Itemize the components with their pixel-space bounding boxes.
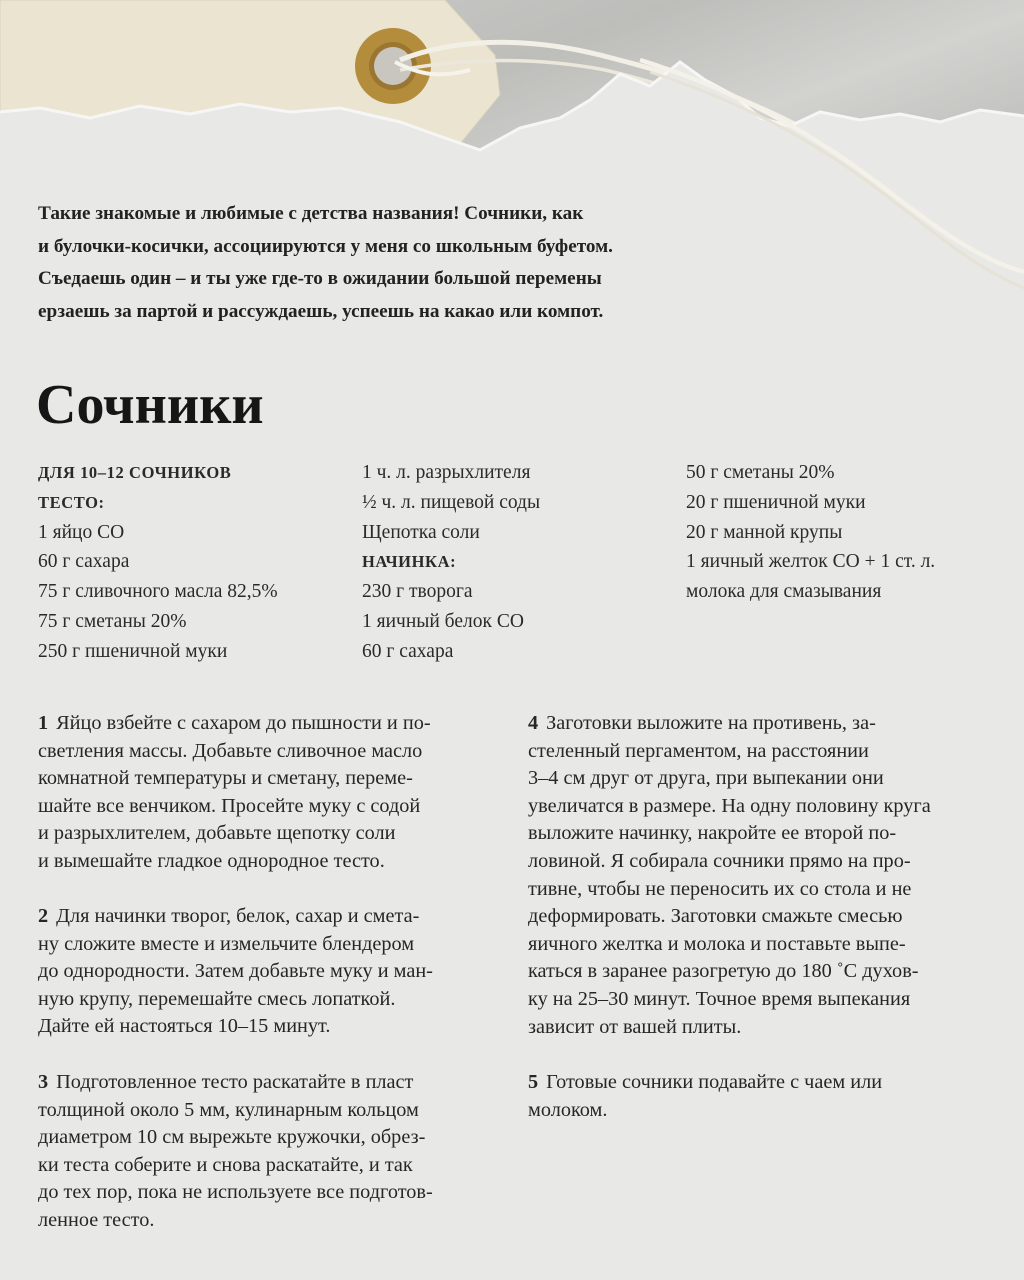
- step-1: [38, 710, 431, 876]
- step-line: каться в заранее разогретую до 180 ˚С духов-: [528, 960, 919, 983]
- step-5: [528, 1069, 882, 1124]
- servings-heading: ДЛЯ 10–12 СОЧНИКОВ: [38, 463, 232, 482]
- step-2: [38, 903, 433, 1041]
- step-line: деформировать. Заготовки смажьте смесью: [528, 905, 903, 928]
- step-line: ленное тесто.: [38, 1208, 155, 1231]
- step-line: зависит от вашей плиты.: [528, 1015, 742, 1038]
- step-line: ную крупу, перемешайте смесь лопаткой.: [38, 987, 396, 1010]
- step-4: [528, 710, 931, 1041]
- ingredient-item: 1 яичный белок СО: [362, 610, 524, 632]
- dough-heading: ТЕСТО:: [38, 492, 105, 512]
- ingredient-item: Щепотка соли: [362, 521, 480, 543]
- step-number: 5: [528, 1071, 539, 1093]
- step-line: Дайте ей настояться 10–15 минут.: [38, 1015, 331, 1038]
- ingredients-column-1: [38, 458, 278, 667]
- step-line: до однородности. Затем добавьте муку и ман-: [38, 960, 433, 983]
- step-line: до тех пор, пока не используете все подготов-: [38, 1181, 433, 1204]
- step-line: толщиной около 5 мм, кулинарным кольцом: [38, 1098, 419, 1121]
- step-3: [38, 1069, 433, 1235]
- step-number: 4: [528, 712, 539, 734]
- ingredients-column-2: [362, 458, 540, 667]
- ingredient-item: ½ ч. л. пищевой соды: [362, 491, 541, 513]
- step-line: и разрыхлителем, добавьте щепотку соли: [38, 822, 396, 845]
- step-line: Заготовки выложите на противень, за-: [546, 712, 876, 734]
- step-number: 2: [38, 905, 49, 927]
- step-line: Яйцо взбейте с сахаром до пышности и по-: [56, 712, 431, 734]
- intro-line: Съедаешь один – и ты уже где-то в ожидании большой перемены: [38, 268, 602, 289]
- recipe-title: Сочники: [36, 374, 264, 436]
- ingredient-item: 250 г пшеничной муки: [38, 640, 228, 662]
- step-line: светления массы. Добавьте сливочное масло: [38, 739, 423, 762]
- step-line: ловиной. Я собирала сочники прямо на про-: [528, 849, 911, 872]
- step-line: комнатной температуры и сметану, переме-: [38, 767, 413, 790]
- ingredient-item: 75 г сметаны 20%: [38, 610, 187, 632]
- step-line: яичного желтка и молока и поставьте выпе-: [528, 932, 906, 955]
- ingredient-item: 60 г сахара: [38, 551, 130, 573]
- intro-line: и булочки-косички, ассоциируются у меня со школьным буфетом.: [38, 235, 613, 257]
- ingredient-item: 20 г пшеничной муки: [686, 491, 866, 513]
- intro-line: ерзаешь за партой и рассуждаешь, успеешь на какао или компот.: [38, 300, 604, 322]
- step-line: тивне, чтобы не переносить их со стола и не: [528, 877, 912, 900]
- step-line: шайте все венчиком. Просейте муку с содой: [38, 794, 421, 817]
- ingredient-item: молока для смазывания: [686, 581, 882, 603]
- intro-paragraph: [38, 198, 728, 328]
- ingredient-item: 60 г сахара: [362, 640, 454, 662]
- intro-line: Такие знакомые и любимые с детства названия! Сочники, как: [38, 203, 584, 224]
- step-line: диаметром 10 см вырежьте кружочки, обрез-: [38, 1126, 426, 1149]
- step-line: и вымешайте гладкое однородное тесто.: [38, 849, 385, 872]
- ingredients-column-3: [686, 458, 935, 607]
- step-line: ки теста соберите и снова раскатайте, и так: [38, 1153, 413, 1176]
- ingredient-item: 230 г творога: [362, 581, 473, 603]
- step-line: стеленный пергаментом, на расстоянии: [528, 739, 869, 762]
- step-line: Готовые сочники подавайте с чаем или: [546, 1071, 883, 1093]
- ingredient-item: 1 яйцо СО: [38, 521, 125, 543]
- ingredient-item: 20 г манной крупы: [686, 521, 843, 543]
- step-line: Для начинки творог, белок, сахар и смета-: [56, 905, 420, 927]
- step-line: молоком.: [528, 1098, 608, 1121]
- step-number: 1: [38, 712, 49, 734]
- ingredient-item: 1 яичный желток СО + 1 ст. л.: [686, 551, 936, 573]
- step-line: ку на 25–30 минут. Точное время выпекания: [528, 987, 911, 1010]
- ingredient-item: 1 ч. л. разрыхлителя: [362, 462, 531, 483]
- step-line: Подготовленное тесто раскатайте в пласт: [56, 1071, 414, 1093]
- step-number: 3: [38, 1071, 49, 1093]
- step-line: увеличатся в размере. На одну половину круга: [528, 794, 931, 817]
- ingredient-item: 50 г сметаны 20%: [686, 462, 835, 483]
- ingredient-item: 75 г сливочного масла 82,5%: [38, 581, 278, 603]
- step-line: 3–4 см друг от друга, при выпекании они: [528, 767, 884, 790]
- filling-heading: НАЧИНКА:: [362, 552, 457, 572]
- step-line: ну сложите вместе и измельчите блендером: [38, 932, 415, 955]
- step-line: выложите начинку, накройте ее второй по-: [528, 822, 897, 845]
